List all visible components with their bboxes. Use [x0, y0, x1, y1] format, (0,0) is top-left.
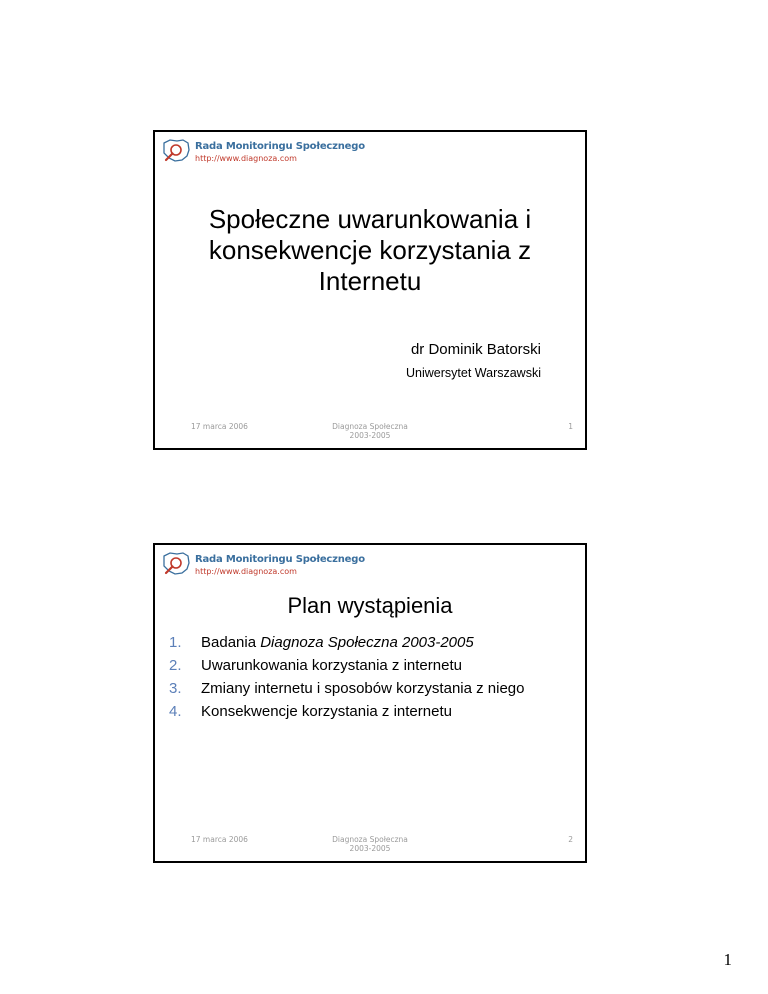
slide-1: [153, 130, 587, 450]
list-item: [169, 700, 525, 723]
footer-date: 17 marca 2006: [191, 835, 248, 844]
poland-map-magnifier-icon: [161, 550, 191, 580]
footer-center-line: 2003-2005: [349, 431, 391, 440]
list-item: [169, 677, 525, 700]
logo-url[interactable]: http://www.diagnoza.com: [195, 567, 297, 576]
footer-date: 17 marca 2006: [191, 422, 248, 431]
list-item-text: Konsekwencje korzystania z internetu: [201, 703, 452, 720]
logo: [161, 550, 365, 584]
slide-number: 2: [568, 835, 573, 844]
slide-2: [153, 543, 587, 863]
slide-title-line: Społeczne uwarunkowania i: [208, 204, 532, 234]
slide-title-line: Internetu: [318, 266, 422, 296]
list-item-text: Zmiany internetu i sposobów korzystania z niego: [201, 680, 525, 697]
list-item: [169, 631, 525, 654]
logo-org-name: Rada Monitoringu Społecznego: [195, 554, 365, 565]
logo: [161, 137, 365, 171]
footer-center-line: 2003-2005: [349, 844, 391, 853]
footer-center-line: Diagnoza Społeczna: [332, 422, 408, 431]
list-item-text: Badania: [201, 634, 261, 651]
list-item: [169, 654, 525, 677]
poland-map-magnifier-icon: [161, 137, 191, 167]
footer-center-line: Diagnoza Społeczna: [332, 835, 408, 844]
plan-list: [169, 631, 525, 723]
list-item-italic: Diagnoza Społeczna 2003-2005: [260, 634, 474, 651]
list-number: 3.: [169, 680, 182, 697]
footer-center: [155, 835, 585, 853]
list-number: 2.: [169, 657, 182, 674]
slide-title: [155, 204, 585, 297]
page-number: 1: [723, 950, 732, 969]
affiliation: Uniwersytet Warszawski: [406, 366, 541, 380]
footer-center: [155, 422, 585, 440]
list-item-text: Uwarunkowania korzystania z internetu: [201, 657, 462, 674]
slide-number: 1: [568, 422, 573, 431]
author: dr Dominik Batorski: [410, 341, 541, 358]
list-number: 4.: [169, 703, 182, 720]
list-number: 1.: [169, 634, 182, 651]
logo-url[interactable]: http://www.diagnoza.com: [195, 154, 297, 163]
logo-org-name: Rada Monitoringu Społecznego: [195, 141, 365, 152]
slide-title: Plan wystąpienia: [287, 593, 453, 618]
slide-title-line: konsekwencje korzystania z: [208, 235, 532, 265]
